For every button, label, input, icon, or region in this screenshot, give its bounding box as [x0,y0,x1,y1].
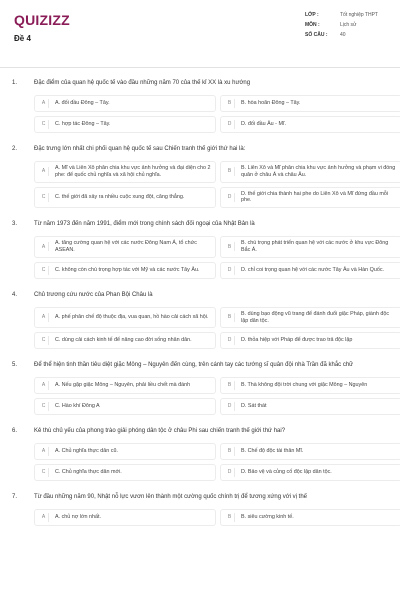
answer-option-a[interactable] [34,95,216,112]
question-3 [12,220,388,279]
question-stem [12,427,388,435]
answer-option-a[interactable] [34,307,216,329]
question-stem [12,291,388,299]
question-7 [12,493,388,526]
answer-option-d[interactable] [220,332,400,349]
option-text: C. thế giới đã xảy ra nhiều cuộc xung đột, căng thẳng. [55,193,185,200]
answer-options [34,509,388,526]
question-number: 5. [12,362,18,369]
answer-option-d[interactable] [220,398,400,415]
question-text: Từ đầu những năm 90, Nhật nỗ lực vươn lên thành một cường quốc chính trị để tương xứng với vị thế [34,494,307,501]
worksheet-meta [305,10,389,40]
question-1 [12,79,388,133]
answer-option-c[interactable] [34,262,216,279]
question-text: Đặc trưng lớn nhất chi phối quan hệ quốc tế sau Chiến tranh thế giới thứ hai là: [34,146,246,152]
question-number: 7. [12,494,18,501]
option-letter: D [225,468,235,477]
option-text: A. Nếu gặp giặc Mông – Nguyên, phải liều chết mà đánh [55,382,191,389]
answer-option-b[interactable] [220,377,400,394]
option-letter: A [39,313,49,322]
answer-option-b[interactable] [220,95,400,112]
answer-option-b[interactable] [220,307,400,329]
question-stem [12,220,388,228]
answer-options [34,443,388,481]
option-letter: D [225,193,235,202]
question-text: Để thể hiện tinh thần tiêu diệt giặc Mông – Nguyên đến cùng, trên cánh tay các tướng sĩ quân đội nhà Trần đã khắc chữ [34,362,354,369]
option-letter: A [39,242,49,251]
option-text: D. chỉ coi trọng quan hệ với các nước Tây Âu và Hàn Quốc. [241,266,385,273]
question-stem [12,361,388,369]
meta-row-subject [305,20,389,30]
answer-option-a[interactable] [34,509,216,526]
question-6 [12,427,388,481]
answer-option-b[interactable] [220,443,400,460]
option-text: D. đối đầu Âu - Mĩ. [241,121,286,128]
header-divider [0,67,400,68]
option-text: D. Sát thát [241,403,267,410]
question-5 [12,361,388,415]
option-letter: B [225,313,235,322]
option-text: D. thế giới chia thành hai phe do Liên Xô và Mĩ đứng đầu mỗi phe. [241,190,389,204]
question-text: Kẻ thù chủ yếu của phong trào giải phóng dân tộc ở châu Phi sau chiến tranh thế giới thứ hai? [34,428,286,435]
option-letter: C [39,336,49,345]
answer-options [34,307,388,350]
answer-option-d[interactable] [220,464,400,481]
question-text: Chủ trương cứu nước của Phan Bội Châu là [34,291,153,298]
answer-option-a[interactable] [34,377,216,394]
answer-options [34,161,396,208]
option-text: C. Chủ nghĩa thực dân mới. [55,469,122,476]
option-letter: C [39,193,49,202]
option-letter: C [39,402,49,411]
meta-row-class [305,10,389,20]
question-stem [12,79,388,87]
answer-option-c[interactable] [34,116,216,133]
answer-option-b[interactable] [220,236,400,258]
option-text: A. Mĩ và Liên Xô phân chia khu vực ảnh hưởng và đại diện cho 2 phe: để quốc chủ nghĩa và xã hội chủ nghĩa. [55,165,211,178]
meta-label: MÔN : [305,22,320,28]
option-text: B. dùng bạo động vũ trang để đánh đuổi giặc Pháp, giành độc lập dân tộc. [241,310,390,324]
option-text: B. Chế độ độc tài thân Mĩ. [241,448,304,455]
question-number: 6. [12,428,18,435]
question-text: Đặc điểm của quan hệ quốc tế vào đầu những năm 70 của thế kỉ XX là xu hướng [34,80,251,86]
question-number: 3. [12,221,18,228]
question-list [12,79,396,538]
option-letter: C [39,120,49,129]
meta-value: 40 [340,32,346,38]
option-letter: A [39,381,49,390]
option-letter: C [39,266,49,275]
question-number: 4. [12,291,18,298]
answer-option-c[interactable] [34,464,216,481]
option-text: C. không còn chú trọng hợp tác với Mỹ và các nước Tây Âu. [55,266,200,273]
answer-option-b[interactable] [220,161,400,183]
option-text: A. Chủ nghĩa thực dân cũ. [55,448,118,455]
option-text: A. chủ nợ lớn nhất. [55,514,102,521]
option-letter: D [225,266,235,275]
meta-value: Tốt nghiệp THPT [340,12,378,18]
option-letter: B [225,167,235,176]
answer-option-c[interactable] [34,187,216,209]
question-text: Từ năm 1973 đến năm 1991, điểm mới trong chính sách đối ngoại của Nhật Bản là [34,221,255,228]
answer-option-c[interactable] [34,398,216,415]
option-text: B. Liên Xô và Mĩ phân chia khu vực ảnh hưởng và phạm vi đóng quân ở châu Á và châu Âu. [241,165,396,178]
answer-options [34,236,388,279]
meta-label: LỚP : [305,12,319,18]
option-letter: A [39,513,49,522]
answer-option-d[interactable] [220,116,400,133]
meta-row-count [305,30,389,40]
answer-options [34,95,388,133]
option-letter: B [225,99,235,108]
question-stem [12,145,388,153]
answer-option-a[interactable] [34,443,216,460]
option-text: B. siêu cường kinh tế. [241,514,294,521]
option-text: B. chú trọng phát triển quan hệ với các nước ở khu vực Đông Bắc Á. [241,240,389,253]
meta-label: SỐ CÂU : [305,32,328,38]
option-letter: B [225,381,235,390]
question-2 [12,145,396,208]
option-letter: A [39,447,49,456]
option-letter: B [225,447,235,456]
answer-option-a[interactable] [34,161,216,183]
question-number: 1. [12,80,18,86]
option-letter: D [225,336,235,345]
option-text: D. Bảo vệ và củng cố độc lập dân tộc. [241,469,332,476]
option-text: D. thỏa hiệp với Pháp để được trao trả độc lập [241,337,353,344]
option-letter: D [225,120,235,129]
option-text: A. phế phân chế độ thuộc địa, vua quan, hồ hào cải cách xã hội. [55,314,209,321]
option-text: C. dùng cải cách kinh tế để nâng cao đời sống nhân dân. [55,337,192,344]
option-letter: A [39,167,49,176]
question-4 [12,291,388,350]
option-letter: D [225,402,235,411]
option-text: A. tăng cường quan hệ với các nước Đông Nam Á, tổ chức ASEAN. [55,240,197,253]
answer-option-d[interactable] [220,187,400,209]
answer-options [34,377,388,415]
option-letter: A [39,99,49,108]
option-letter: C [39,468,49,477]
answer-option-c[interactable] [34,332,216,349]
meta-value: Lịch sử [340,22,357,28]
option-letter: B [225,513,235,522]
option-text: B. hòa hoãn Đông – Tây. [241,100,301,107]
option-text: C. Hào khí Đông A [55,403,100,410]
worksheet-title: Đề 4 [14,34,31,43]
option-text: C. hợp tác Đông – Tây. [55,121,111,128]
option-letter: B [225,242,235,251]
answer-option-d[interactable] [220,262,400,279]
option-text: B. Thà không đội trời chung với giặc Mông – Nguyên [241,382,368,389]
question-number: 2. [12,146,18,152]
answer-option-a[interactable] [34,236,216,258]
quizizz-logo: QUIZIZZ [14,12,70,28]
option-text: A. đối đầu Đông – Tây. [55,100,110,107]
question-stem [12,493,388,501]
answer-option-b[interactable] [220,509,400,526]
